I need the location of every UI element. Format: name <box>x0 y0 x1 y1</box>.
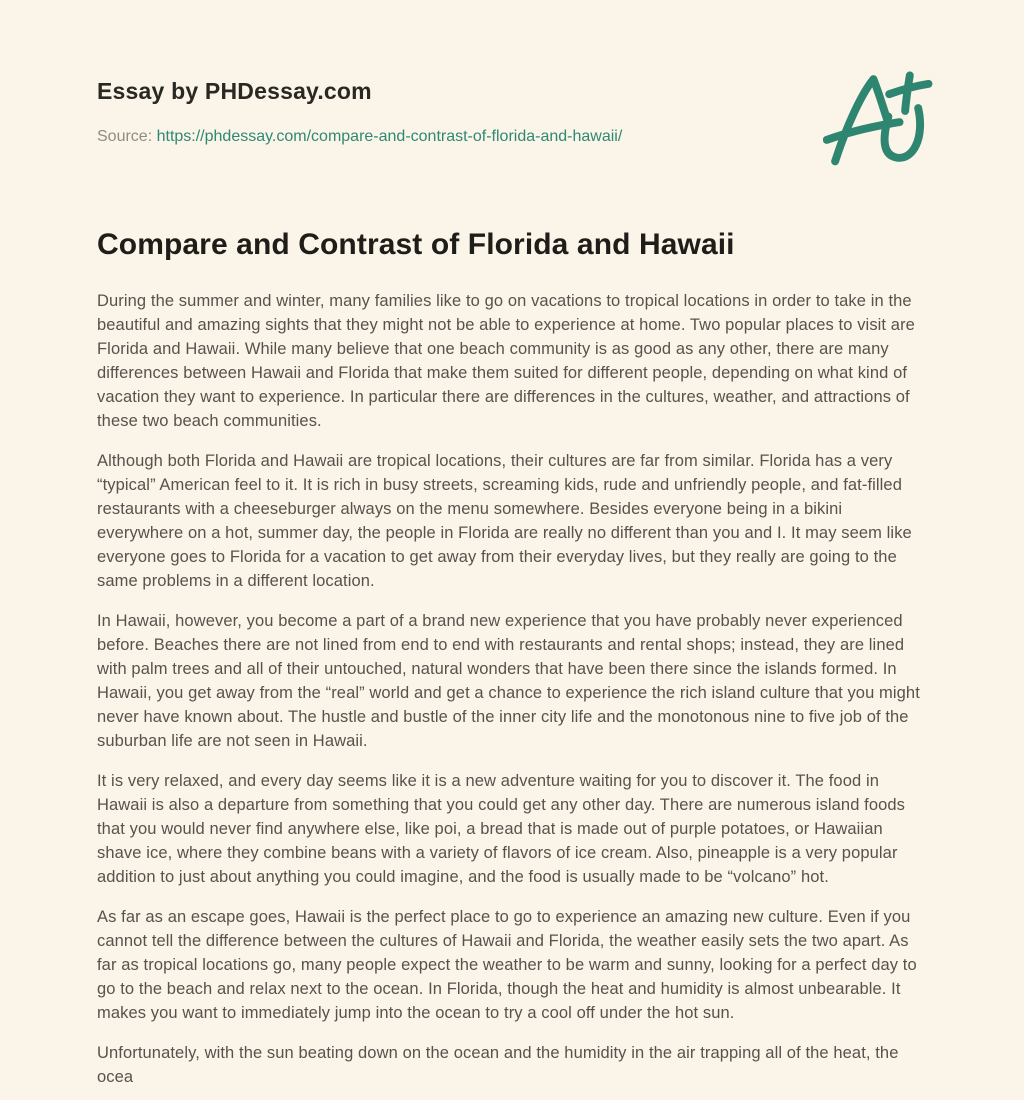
essay-title: Compare and Contrast of Florida and Hawaii <box>97 228 735 261</box>
source-row <box>97 127 927 147</box>
essay-paragraph: In Hawaii, however, you become a part of a brand new experience that you have probably never experienced before. Beaches there are not lined from end to end with restaurants and rental shops; instead, they are lined with palm trees and all of their untouched, natural wonders that have been there since the islands formed. In Hawaii, you get away from the “real” world and get a chance to experience the rich island culture that you might never have known about. The hustle and bustle of the inner city life and the monotonous nine to five job of the suburban life are not seen in Hawaii. <box>97 612 920 750</box>
essay-paragraph: It is very relaxed, and every day seems like it is a new adventure waiting for you to discover it. The food in Hawaii is also a departure from something that you could get any other day. There are numerous island foods that you would never find anywhere else, like poi, a bread that is made out of purple potatoes, or Hawaiian shave ice, where they combine beans with a variety of flavors of ice cream. Also, pineapple is a very popular addition to just about anything you could imagine, and the food is usually made to be “volcano” hot. <box>97 772 906 886</box>
essay-paragraph: As far as an escape goes, Hawaii is the perfect place to go to experience an amazing new culture. Even if you cannot tell the difference between the cultures of Hawaii and Florida, the weather easily sets the two apart. As far as tropical locations go, many people expect the weather to be warm and sunny, looking for a perfect day to go to the beach and relax next to the ocean. In Florida, though the heat and humidity is almost unbearable. It makes you want to immediately jump into the ocean to try a cool off under the hot sun. <box>97 908 917 1022</box>
essay-paragraph: Unfortunately, with the sun beating down on the ocean and the humidity in the air trapping all of the heat, the ocea <box>97 1044 899 1086</box>
byline: Essay by PHDessay.com <box>97 78 372 104</box>
essay-content <box>97 0 927 1100</box>
essay-body <box>97 289 927 1089</box>
essay-paragraph: During the summer and winter, many families like to go on vacations to tropical locations in order to take in the beautiful and amazing sights that they might not be able to experience at home. Two popular places to visit are Florida and Hawaii. While many believe that one beach community is as good as any other, there are many differences between Hawaii and Florida that make them suited for different people, depending on what kind of vacation they want to experience. In particular there are differences in the cultures, weather, and attractions of these two beach communities. <box>97 292 915 430</box>
essay-paragraph: Although both Florida and Hawaii are tropical locations, their cultures are far from similar. Florida has a very “typical” American feel to it. It is rich in busy streets, screaming kids, rude and unfriendly people, and fat-filled restaurants with a cheeseburger always on the menu somewhere. Besides everyone being in a bikini everywhere on a hot, summer day, the people in Florida are really no different than you and I. It may seem like everyone goes to Florida for a vacation to get away from their everyday lives, but they really are going to the same problems in a different location. <box>97 452 912 590</box>
source-link[interactable]: https://phdessay.com/compare-and-contrast-of-florida-and-hawaii/ <box>156 128 623 145</box>
source-label: Source: <box>97 128 153 145</box>
